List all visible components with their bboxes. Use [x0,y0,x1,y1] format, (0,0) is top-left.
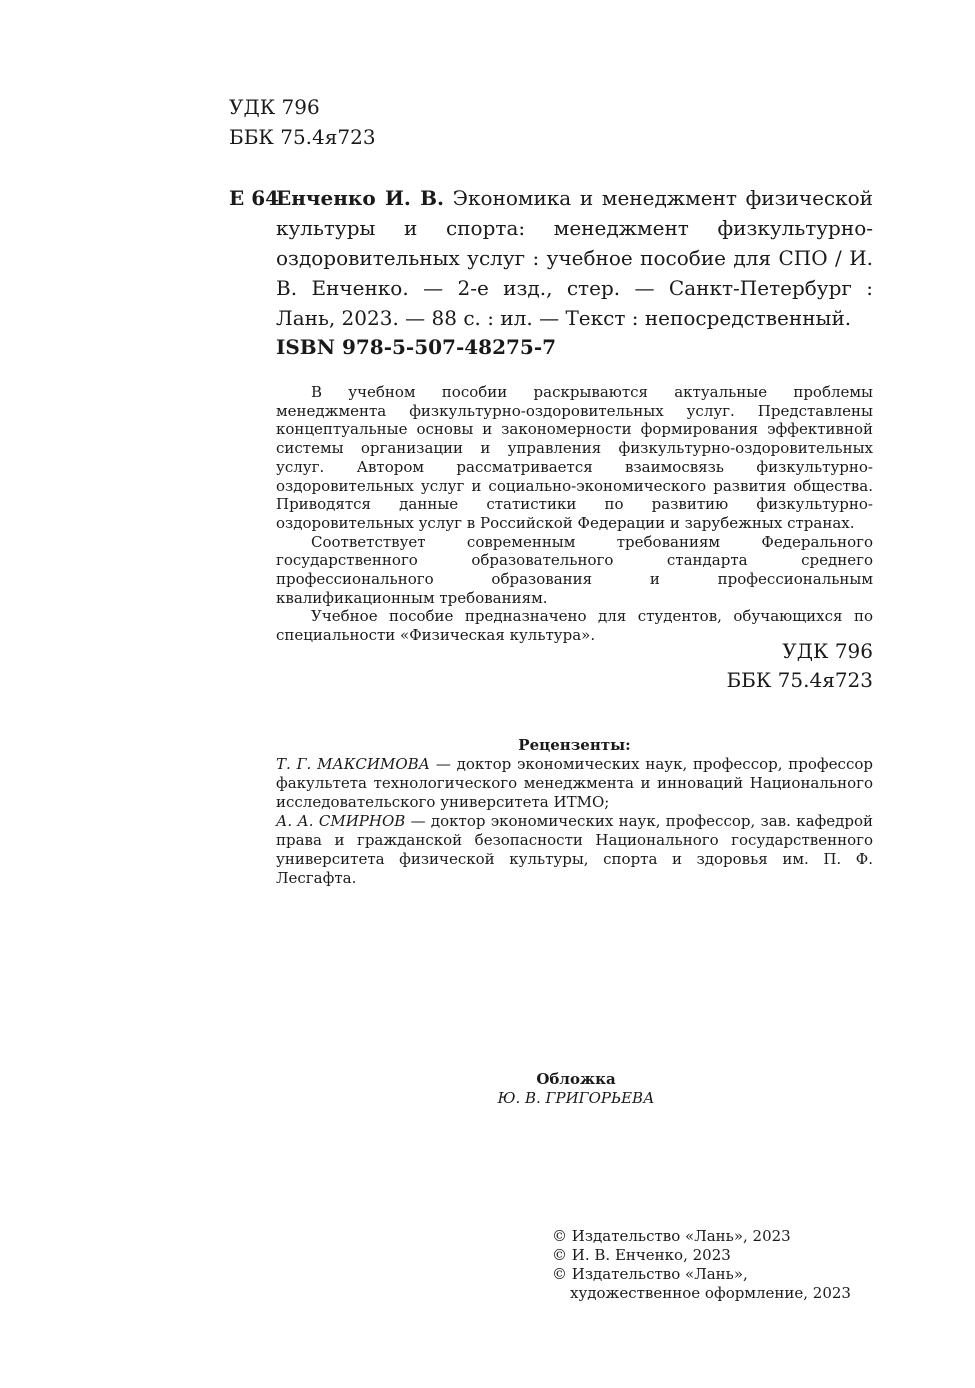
bibliographic-text: Экономика и менеджмент физической культуры и спорта: менеджмент физкультурно-оздоровительных услуг : учебное пособие для СПО / И. В. Енченко. — 2-е изд., стер. — Санкт-Петербург : Лань, 2023. — 88 с. : ил. — Текст : непосредственный. [276,186,873,330]
annotation-paragraph: Соответствует современным требованиям Федерального государственного образовательного стандарта среднего профессионального образования и профессиональным квалификационным требованиям. [276,532,873,607]
bbk-code: ББК 75.4я723 [229,125,376,149]
reviewer-description: — доктор экономических наук, профессор, профессор факультета технологического менеджмента и инноваций Национального исследовательского университета ИТМО; [276,755,873,811]
reviewer-name: А. А. СМИРНОВ [276,812,406,830]
udk-bbk-top [229,92,376,152]
reviewer-description: — доктор экономических наук, профессор, зав. кафедрой права и гражданской безопасности Национального государственного университета физической культуры, спорта и здоровья им. П. Ф. Лесгафта. [276,812,873,887]
reviewers [276,736,873,888]
copyright-block [552,1227,851,1303]
isbn: ISBN 978-5-507-48275-7 [276,335,557,359]
annotation [276,383,873,645]
reviewers-heading: Рецензенты: [518,736,631,754]
udk-bbk-bottom [726,637,873,695]
copyright-line: © Издательство «Лань», [552,1265,748,1283]
cover-credit [376,1070,776,1108]
copyright-line: © Издательство «Лань», 2023 [552,1227,791,1245]
reviewer-name: Т. Г. МАКСИМОВА [276,755,431,773]
udk-code: УДК 796 [782,639,873,663]
annotation-paragraph: В учебном пособии раскрываются актуальные проблемы менеджмента физкультурно-оздоровительных услуг. Представлены концептуальные основы и закономерности формирования эффективной системы организации и управления физкультурно-оздоровительных услуг. Автором рассматривается взаимосвязь физкультурно-оздоровительных услуг и социально-экономического развития общества. Приводятся данные статистики по развитию физкультурно-оздоровительных услуг в Российской Федерации и зарубежных странах. [276,383,873,532]
reviewer-entry [276,812,873,888]
bbk-code: ББК 75.4я723 [726,668,873,692]
copyright-line: © И. В. Енченко, 2023 [552,1246,731,1264]
reviewer-entry [276,755,873,812]
author-sign: Е 64 [229,186,280,210]
udk-code: УДК 796 [229,95,320,119]
cover-label: Обложка [536,1070,616,1088]
annotation-paragraph: Учебное пособие предназначено для студентов, обучающихся по специальности «Физическая культура». [276,607,873,645]
author-name: Енченко И. В. [276,186,444,210]
copyright-line: художественное оформление, 2023 [570,1284,851,1302]
bibliographic-description [276,183,873,333]
cover-artist: Ю. В. ГРИГОРЬЕВА [497,1089,655,1107]
